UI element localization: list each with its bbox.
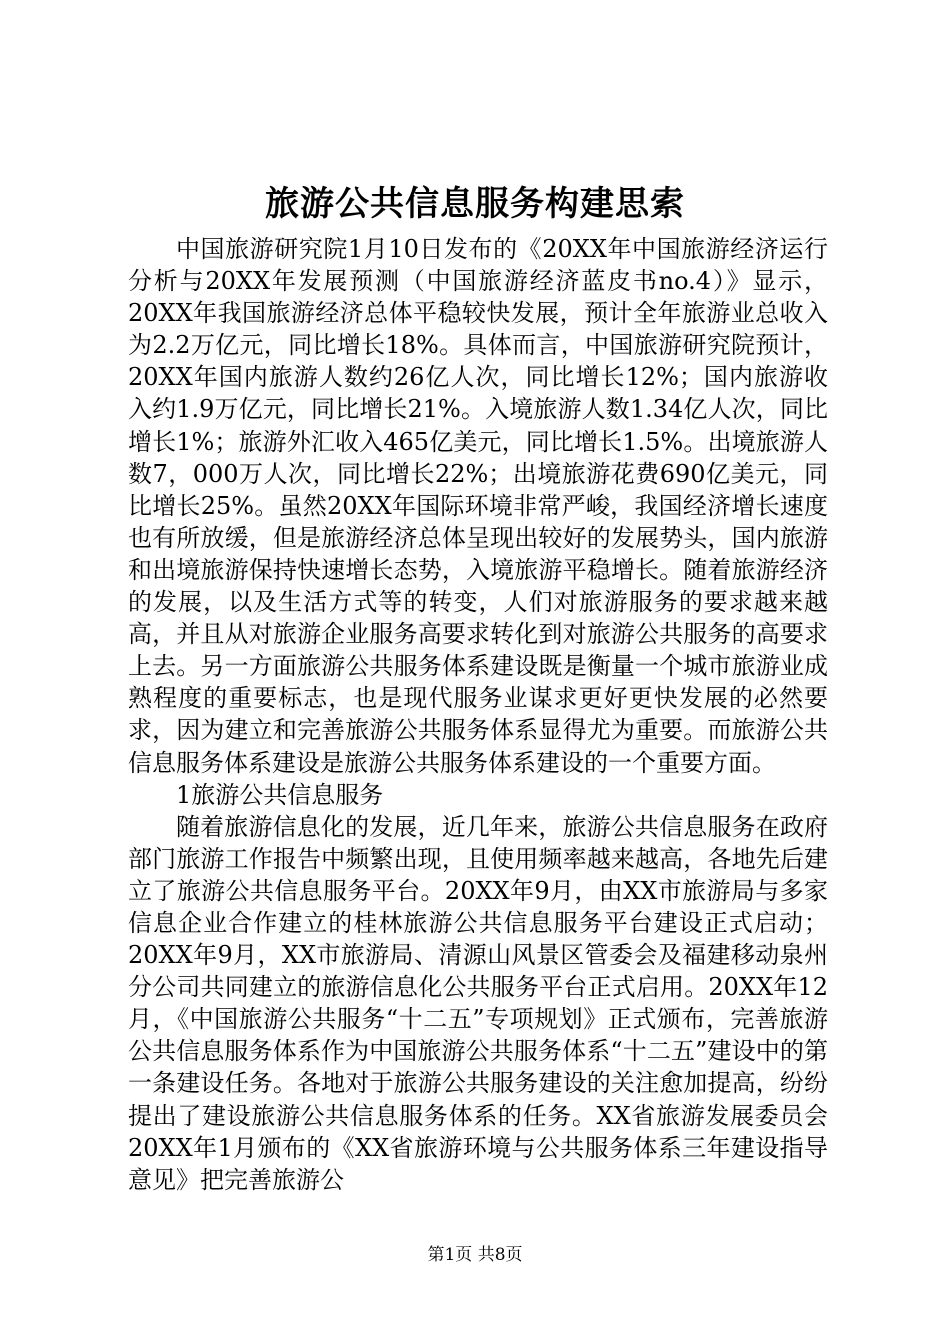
paragraph-section-1: 随着旅游信息化的发展，近几年来，旅游公共信息服务在政府部门旅游工作报告中频繁出现，且使用频率越来越高，各地先后建立了旅游公共信息服务平台。20XX年9月，由XX市旅游局与多家信息企业合作建立的桂林旅游公共信息服务平台建设正式启动；20XX年9月，XX市旅游局、清源山风景区管委会及福建移动泉州分公司共同建立的旅游信息化公共服务平台正式启用。20XX年12月，《中国旅游公共服务“十二五”专项规划》正式颁布，完善旅游公共信息服务体系作为中国旅游公共服务体系“十二五”建设中的第一条建设任务。各地对于旅游公共服务建设的关注愈加提高，纷纷提出了建设旅游公共信息服务体系的任务。XX省旅游发展委员会20XX年1月颁布的《XX省旅游环境与公共服务体系三年建设指导意见》把完善旅游公 (128, 812, 828, 1194)
paragraph-intro: 中国旅游研究院1月10日发布的《20XX年中国旅游经济运行分析与20XX年发展预测（中国旅游经济蓝皮书no.4）》显示，20XX年我国旅游经济总体平稳较快发展，预计全年旅游业总收入为2.2万亿元，同比增长18%。具体而言，中国旅游研究院预计，20XX年国内旅游人数约26亿人次，同比增长12%；国内旅游收入约1.9万亿元，同比增长21%。入境旅游人数1.34亿人次，同比增长1%；旅游外汇收入465亿美元，同比增长1.5%。出境旅游人数7，000万人次，同比增长22%；出境旅游花费690亿美元，同比增长25%。虽然20XX年国际环境非常严峻，我国经济增长速度也有所放缓，但是旅游经济总体呈现出较好的发展势头，国内旅游和出境旅游保持快速增长态势，入境旅游平稳增长。随着旅游经济的发展，以及生活方式等的转变，人们对旅游服务的要求越来越高，并且从对旅游企业服务高要求转化到对旅游公共服务的高要求上去。另一方面旅游公共服务体系建设既是衡量一个城市旅游业成熟程度的重要标志，也是现代服务业谋求更好更快发展的必然要求，因为建立和完善旅游公共服务体系显得尤为重要。而旅游公共信息服务体系建设是旅游公共服务体系建设的一个重要方面。 (128, 235, 828, 777)
page-footer: 第1页 共8页 (427, 1245, 523, 1265)
document-body (128, 233, 828, 1196)
section-heading: 1旅游公共信息服务 (176, 780, 384, 809)
document-title: 旅游公共信息服务构建思索 (265, 184, 685, 224)
